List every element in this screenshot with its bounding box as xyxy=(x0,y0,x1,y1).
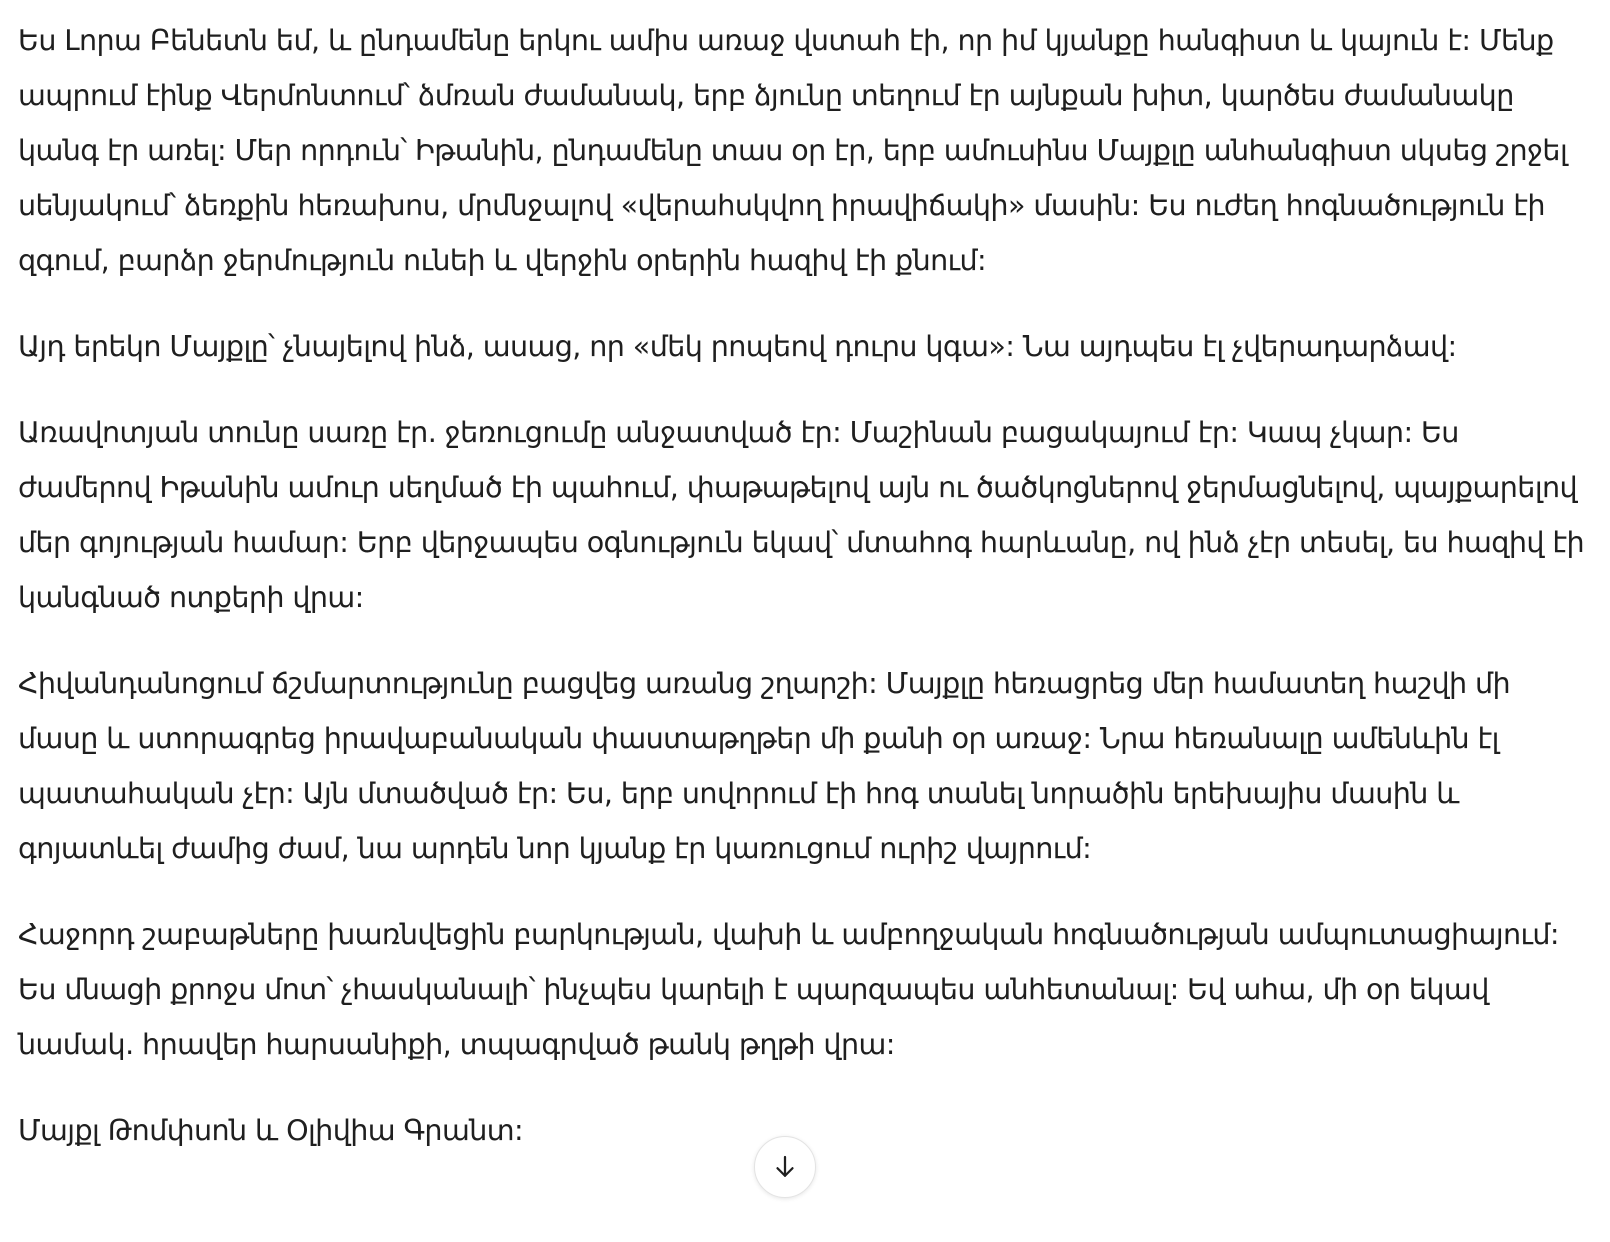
paragraph-2: Այդ երեկո Մայքլը՝ չնայելով ինձ, ասաց, որ «մեկ րոպեով դուրս կգա»: Նա այդպես էլ չվերադարձավ: xyxy=(18,329,1457,363)
paragraph-5: Հաջորդ շաբաթները խառնվեցին բարկության, վախի և ամբողջական հոգնածության ամպուտացիայում: Ես մնացի քրոջս մոտ՝ չհասկանալի՝ ինչպես կարելի է պարզապես անհետանալ: Եվ ահա, մի օր եկավ նամակ. հրավեր հարսանիքի, տպագրված թանկ թղթի վրա: xyxy=(18,917,1559,1061)
paragraph-3: Առավոտյան տունը սառը էր. ջեռուցումը անջատված էր: Մաշինան բացակայում էր: Կապ չկար: Ես ժամերով Իթանին ամուր սեղմած էի պահում, փաթաթելով այն ու ծածկոցներով ջերմացնելով, պայքարելով մեր գոյության համար: Երբ վերջապես օգնություն եկավ՝ մտահոգ հարևանը, ով ինձ չէր տեսել, ես հազիվ էի կանգնած ոտքերի վրա: xyxy=(18,415,1585,614)
paragraph-6: Մայքլ Թոմփսոն և Օլիվիա Գրանտ: xyxy=(18,1113,523,1147)
arrow-down-icon xyxy=(770,1152,800,1182)
paragraph-4: Հիվանդանոցում ճշմարտությունը բացվեց առանց շղարշի: Մայքլը հեռացրեց մեր համատեղ հաշվի մի մասը և ստորագրեց իրավաբանական փաստաթղթեր մի քանի օր առաջ: Նրա հեռանալը ամենևին էլ պատահական չէր: Այն մտածված էր: Ես, երբ սովորում էի հոգ տանել նորածին երեխայիս մասին և գոյատևել ժամից ժամ, նա արդեն նոր կյանք էր կառուցում ուրիշ վայրում: xyxy=(18,666,1511,865)
article-text xyxy=(18,13,1598,1189)
paragraph-1: Ես Լորա Բենետն եմ, և ընդամենը երկու ամիս առաջ վստահ էի, որ իմ կյանքը հանգիստ և կայուն է: Մենք ապրում էինք Վերմոնտում՝ ձմռան ժամանակ, երբ ձյունը տեղում էր այնքան խիտ, կարծես ժամանակը կանգ էր առել: Մեր որդուն՝ Իթանին, ընդամենը տաս օր էր, երբ ամուսինս Մայքլը անհանգիստ սկսեց շրջել սենյակում՝ ձեռքին հեռախոս, մրմնջալով «վերահսկվող իրավիճակի» մասին: Ես ուժեղ հոգնածություն էի զգում, բարձր ջերմություն ունեի և վերջին օրերին հազիվ էի քնում: xyxy=(18,23,1568,277)
scroll-to-bottom-button[interactable] xyxy=(754,1136,816,1198)
